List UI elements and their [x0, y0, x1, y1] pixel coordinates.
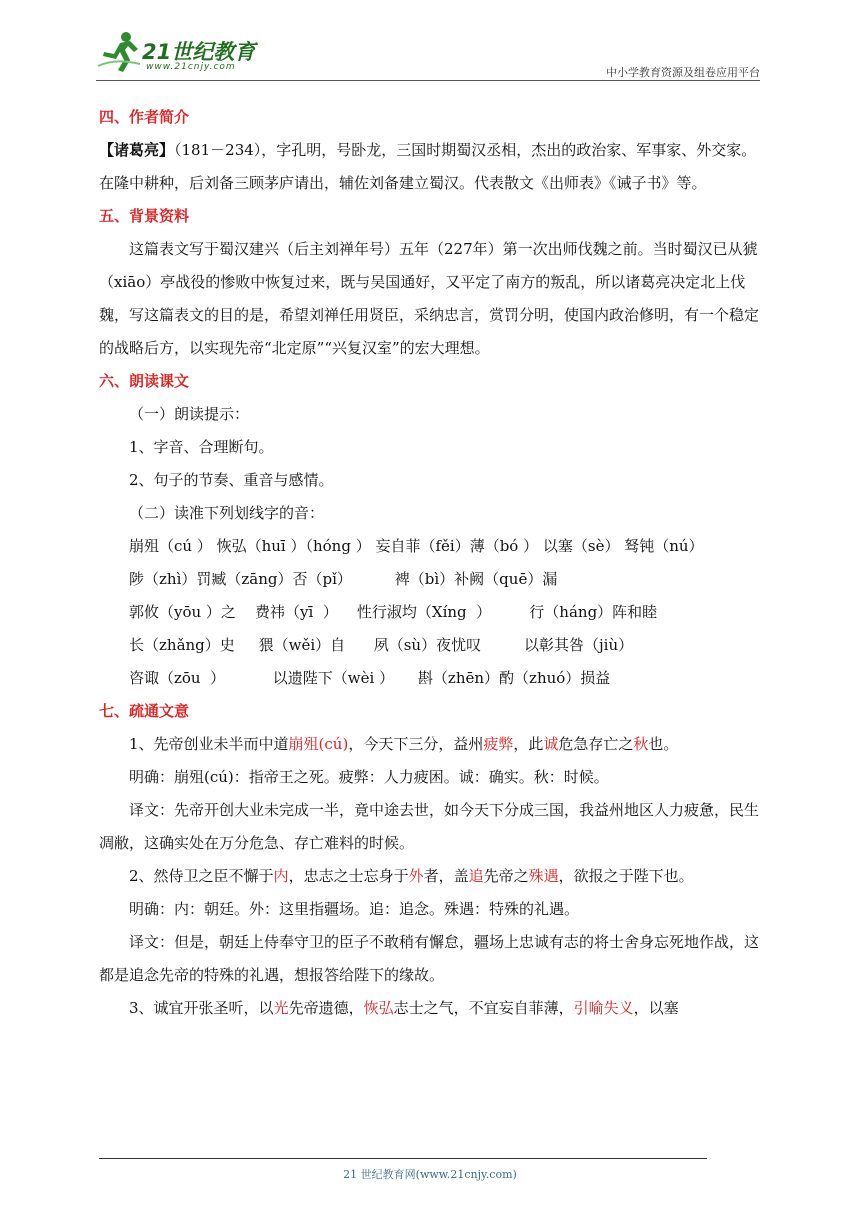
sentence-1-note: 明确：崩殂(cú)：指帝王之死。疲弊：人力疲困。诚：确实。秋：时候。: [129, 768, 609, 786]
logo-text: 21世纪教育: [142, 40, 256, 64]
text-run: ，欲报之于陛下也。: [558, 867, 694, 885]
sentence-1: [99, 728, 763, 761]
reading-tips-subtitle: （一）朗读提示：: [129, 405, 250, 423]
text-run: 者，盖: [423, 867, 469, 885]
section-7-title: 七、疏通文意: [99, 702, 190, 720]
text-run: 也。: [648, 735, 679, 753]
background-text: 这篇表文写于蜀汉建兴（后主刘禅年号）五年（227年）第一次出师伐魏之前。当时蜀汉已从猇（xiāo）亭战役的惨败中恢复过来，既与吴国通好，又平定了南方的叛乱，所以诸葛亮决定北上伐魏，写这篇表文的目的是，希望刘禅任用贤臣，采纳忠言，赏罚分明，使国内政治修明，有一个稳定的战略后方，以实现先帝“北定原”“兴复汉室”的宏大理想。: [99, 240, 760, 357]
logo-url: www.21cnjy.com: [146, 62, 236, 72]
pronunciation-row: 长（zhǎng）史 猥（wěi）自 夙（sù）夜忧叹 以彰其咎（jiù）: [129, 636, 634, 654]
highlight-word: 光: [273, 999, 289, 1017]
highlight-word: 殊遇: [528, 867, 559, 885]
highlight-word: 内: [273, 867, 289, 885]
document-body: [99, 101, 763, 1025]
pronunciation-subtitle: （二）读准下列划线字的音：: [129, 504, 325, 522]
text-run: 危急存亡之: [558, 735, 634, 753]
page-footer: 21 世纪教育网(www.21cnjy.com): [343, 1168, 517, 1181]
text-run: 先帝遗德，: [288, 999, 364, 1017]
highlight-word: 诚: [543, 735, 559, 753]
author-bio-text: （181－234），字孔明，号卧龙，三国时期蜀汉丞相，杰出的政治家、军事家、外交家。在隆中耕种，后刘备三顾茅庐请出，辅佐刘备建立蜀汉。代表散文《出师表》《诫子书》等。: [99, 141, 757, 192]
pronunciation-row: 郭攸（yōu ）之 费祎（yī ） 性行淑均（Xíng ） 行（háng）阵和睦: [129, 603, 658, 621]
text-run: 志士之气，不宜妄自菲薄，: [393, 999, 574, 1017]
header-divider: [96, 80, 760, 81]
text-run: 3、诚宜开张圣听，以: [129, 999, 274, 1017]
author-bio: [99, 134, 763, 200]
header-tagline: 中小学教育资源及组卷应用平台: [606, 66, 760, 79]
highlight-word: 崩殂(cú): [288, 735, 349, 753]
sentence-1-translation: 译文：先帝开创大业未完成一半，竟中途去世，如今天下分成三国，我益州地区人力疲惫，民生凋敝，这确实处在万分危急、存亡难料的时候。: [99, 801, 760, 852]
footer-divider: [99, 1158, 707, 1159]
logo: [96, 30, 276, 78]
sentence-2-translation: 译文：但是，朝廷上侍奉守卫的臣子不敢稍有懈怠，疆场上忠诚有志的将士舍身忘死地作战，这都是追念先帝的特殊的礼遇，想报答给陛下的缘故。: [99, 933, 760, 984]
page-header: [96, 30, 760, 82]
sentence-2-note: 明确：内：朝廷。外：这里指疆场。追：追念。殊遇：特殊的礼遇。: [129, 900, 580, 918]
text-run: 1、先帝创业未半而中道: [129, 735, 289, 753]
sentence-2: [99, 860, 763, 893]
text-run: 2、然侍卫之臣不懈于: [129, 867, 274, 885]
highlight-word: 引喻失义: [573, 999, 634, 1017]
pronunciation-row: 陟（zhì）罚臧（zāng）否（pǐ） 裨（bì）补阙（quē）漏: [129, 570, 558, 588]
section-6-title: 六、朗读课文: [99, 372, 190, 390]
section-5-title: 五、背景资料: [99, 207, 190, 225]
text-run: ，以塞: [633, 999, 679, 1017]
highlight-word: 追: [468, 867, 484, 885]
highlight-word: 恢弘: [363, 999, 394, 1017]
text-run: ，此: [513, 735, 544, 753]
reading-tip-item: 1、字音、合理断句。: [129, 438, 274, 456]
highlight-word: 疲弊: [483, 735, 514, 753]
section-4-title: 四、作者简介: [99, 108, 190, 126]
highlight-word: 秋: [633, 735, 649, 753]
pronunciation-row: 咨诹（zōu ） 以遗陛下（wèi ） 斟（zhēn）酌（zhuó）损益: [129, 669, 611, 687]
text-run: ，今天下三分，益州: [348, 735, 484, 753]
pronunciation-row: 崩殂（cú ） 恢弘（huī ）（hóng ） 妄自菲（fěi）薄（bó ） 以塞（sè） 驽钝（nú）: [129, 537, 704, 555]
reading-tip-item: 2、句子的节奏、重音与感情。: [129, 471, 334, 489]
runner-logo-icon: [96, 30, 142, 74]
sentence-3: [99, 992, 763, 1025]
text-run: ，忠志之士忘身于: [288, 867, 409, 885]
author-name: 【诸葛亮】: [99, 141, 175, 159]
text-run: 先帝之: [483, 867, 529, 885]
highlight-word: 外: [408, 867, 424, 885]
